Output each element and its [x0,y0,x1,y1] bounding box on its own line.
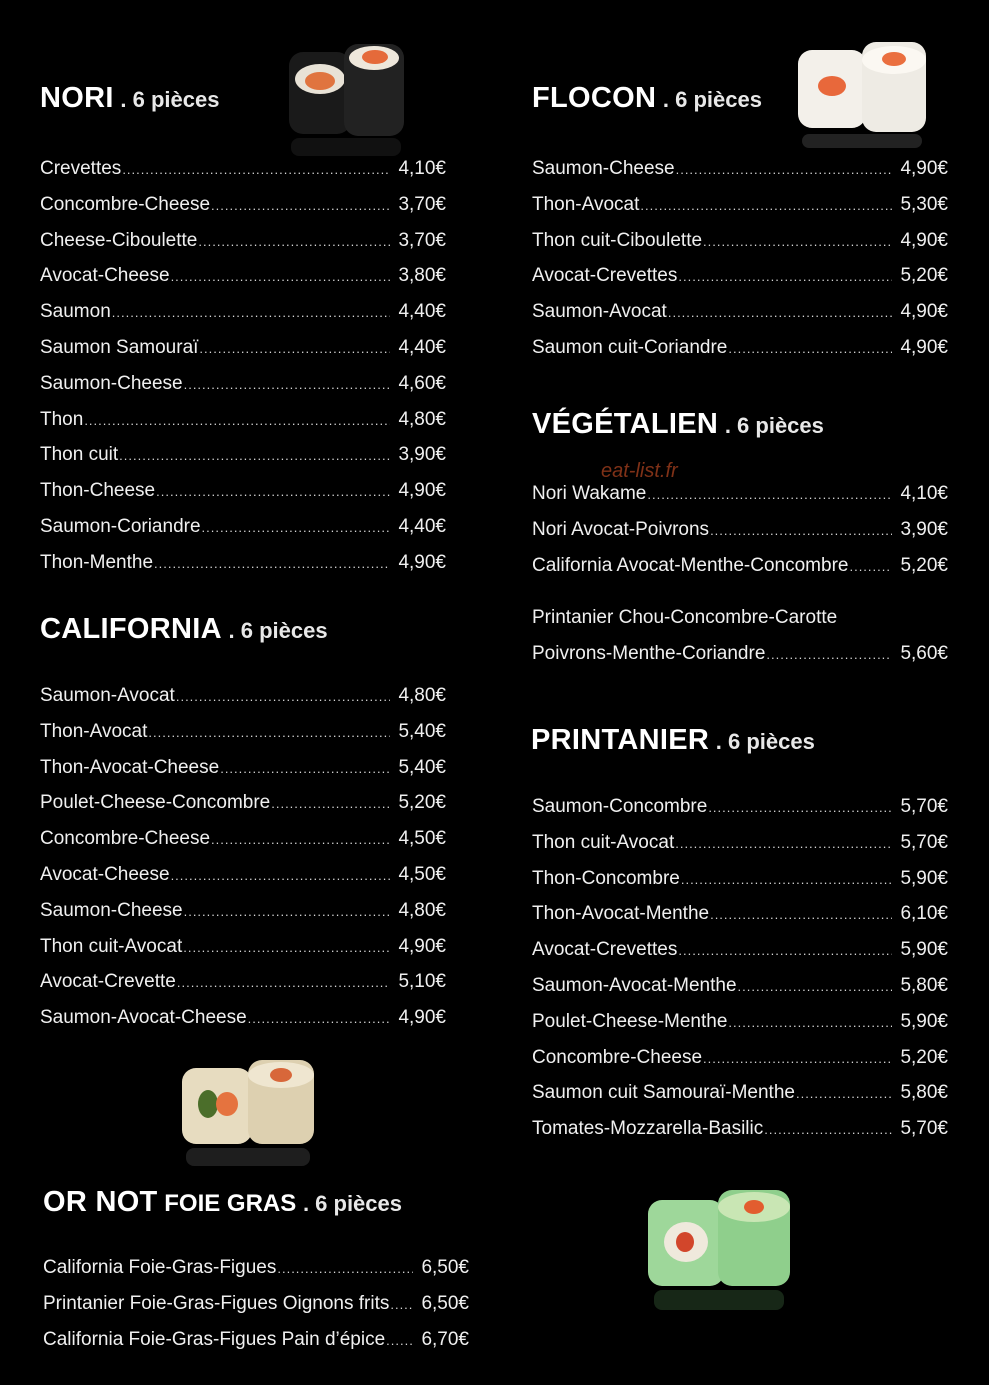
section-california [40,615,446,1036]
dot-leader [184,367,390,403]
dot-leader [675,826,892,862]
item-name: Saumon Samouraï [40,336,199,358]
section-name: NORI [40,82,114,114]
item-price: 6,50€ [421,1292,469,1314]
menu-item [532,151,948,187]
menu-item [40,785,446,821]
item-name-line2-row [532,636,948,672]
item-price: 4,90€ [900,301,948,323]
item-price: 3,90€ [398,444,446,466]
section-pieces: . 6 pièces [715,729,815,754]
item-name: Avocat-Crevette [40,971,176,993]
item-name: California Foie-Gras-Figues Pain d’épice [43,1328,386,1350]
dot-leader [154,546,390,582]
menu-list [40,151,446,581]
item-price: 5,90€ [900,939,948,961]
menu-item [40,821,446,857]
nori-roll-image [286,42,416,160]
menu-item [40,294,446,330]
item-name: Thon-Menthe [40,551,154,573]
item-price: 4,40€ [398,336,446,358]
menu-list [40,678,446,1036]
roll [289,52,351,134]
menu-item [532,258,948,294]
section-name: VÉGÉTALIEN [532,408,719,440]
section-title [43,1188,469,1217]
printanier-roll-image [646,1188,796,1316]
item-price: 5,20€ [900,265,948,287]
item-price: 6,70€ [421,1328,469,1350]
roll-filling-salmon [216,1092,238,1116]
dot-leader [171,858,390,894]
item-name: Saumon cuit-Coriandre [532,336,728,358]
item-name: Saumon cuit Samouraï-Menthe [532,1082,795,1104]
menu-item [532,223,948,259]
item-name: Poulet-Cheese-Concombre [40,792,271,814]
item-name: Saumon-Concombre [532,796,708,817]
roll [798,50,866,128]
dot-leader [738,969,892,1005]
item-price: 4,50€ [398,863,446,885]
item-price: 6,50€ [421,1257,469,1278]
item-name: Thon-Concombre [532,867,680,889]
item-price: 5,70€ [900,1118,948,1140]
menu-item [532,476,948,512]
item-name: Thon cuit-Ciboulette [532,229,703,251]
dot-leader [183,930,390,966]
item-price: 4,90€ [900,158,948,179]
section-pieces: . 6 pièces [228,618,328,643]
item-price: 5,40€ [398,720,446,742]
dot-leader [703,1041,892,1077]
menu-item [532,861,948,897]
item-name: Avocat-Crevettes [532,265,678,287]
dot-leader [668,295,892,331]
item-name: Avocat-Cheese [40,863,170,885]
roll-filling [270,1068,292,1082]
menu-item [43,1322,469,1358]
item-name: Saumon-Cheese [40,372,183,394]
item-name: Crevettes [40,158,122,179]
dot-leader [199,331,390,367]
menu-item [532,968,948,1004]
menu-item [40,714,446,750]
item-name: Saumon-Coriandre [40,515,201,537]
section-pieces: . 6 pièces [302,1191,403,1216]
dot-leader [220,751,390,787]
roll [648,1200,724,1286]
item-price: 5,80€ [900,1082,948,1104]
dot-leader [277,1251,413,1287]
roll-filling-carrot [744,1200,764,1214]
menu-item [532,512,948,548]
menu-item [40,678,446,714]
menu-item [532,187,948,223]
dot-leader [112,295,390,331]
roll [344,44,404,136]
roll-filling [818,76,846,96]
menu-item [532,789,948,825]
section-printanier [531,726,948,1147]
california-roll-image [180,1060,320,1172]
item-name-line2: Poivrons-Menthe-Coriandre [532,643,766,665]
item-price: 4,10€ [900,483,948,504]
item-name: Thon-Avocat-Cheese [40,756,220,778]
dot-leader [271,786,390,822]
menu-item [40,187,446,223]
dot-leader [678,933,892,969]
item-price: 3,80€ [398,265,446,287]
dot-leader [681,862,892,898]
menu-item-multiline [532,600,948,672]
menu-item [40,330,446,366]
item-price: 4,90€ [398,935,446,957]
menu-item [40,1000,446,1036]
dot-leader [703,224,892,260]
item-name: Avocat-Cheese [40,265,170,287]
item-price: 4,90€ [900,336,948,358]
flocon-roll-image [796,40,930,150]
item-price: 4,80€ [398,685,446,706]
dot-leader [211,188,390,224]
dot-leader [211,822,390,858]
item-price: 4,10€ [398,158,446,179]
item-name: Thon cuit-Avocat [532,831,675,853]
dot-leader [84,403,390,439]
section-subname: FOIE GRAS [164,1190,297,1217]
item-price: 4,60€ [398,372,446,394]
section-ornot-foie-gras [43,1188,469,1357]
section-vegetalien [532,410,948,672]
item-price: 5,20€ [398,792,446,814]
dot-leader [386,1323,413,1359]
item-price: 3,70€ [398,229,446,251]
section-title [531,726,948,755]
item-name-line1: Printanier Chou-Concombre-Carotte [532,607,838,629]
roll-filling [362,50,388,64]
menu-list [532,151,948,366]
roll-reflection [802,134,922,148]
dot-leader [390,1287,413,1323]
item-price: 5,10€ [398,971,446,993]
item-name: Avocat-Crevettes [532,939,678,961]
dot-leader [202,510,390,546]
item-name: Thon-Avocat-Menthe [532,903,710,925]
menu-item [43,1250,469,1286]
menu-item [532,330,948,366]
item-price: 4,50€ [398,828,446,850]
section-title [532,410,948,439]
dot-leader [156,474,390,510]
menu-list [532,789,948,1147]
section-pieces: . 6 pièces [662,87,762,112]
roll-filling [305,72,335,90]
section-name: FLOCON [532,82,657,114]
dot-leader [676,152,892,188]
menu-item [40,964,446,1000]
item-name: Saumon-Avocat [532,301,667,323]
item-price: 5,90€ [900,1010,948,1032]
menu-list [43,1250,469,1357]
item-price: 5,20€ [900,554,948,576]
item-price: 4,40€ [398,301,446,323]
section-pieces: . 6 pièces [724,413,824,438]
dot-leader [119,438,390,474]
menu-item [43,1286,469,1322]
dot-leader [710,897,892,933]
item-name: Saumon-Cheese [40,899,183,921]
menu-item [532,1040,948,1076]
item-name: Concombre-Cheese [40,193,211,215]
item-price: 5,80€ [900,974,948,996]
item-name: Thon cuit [40,444,119,466]
dot-leader [171,259,390,295]
menu-item [532,548,948,584]
item-price: 4,90€ [398,1007,446,1029]
menu-item [532,825,948,861]
dot-leader [796,1076,892,1112]
dot-leader [678,259,892,295]
dot-leader [248,1001,390,1037]
item-name: Saumon-Avocat-Cheese [40,1007,247,1029]
menu-list [532,476,948,583]
item-name: Thon cuit-Avocat [40,935,183,957]
item-price: 3,70€ [398,193,446,215]
item-price: 4,90€ [900,229,948,251]
menu-item [40,402,446,438]
item-price: 5,70€ [900,831,948,853]
roll-reflection [291,138,401,156]
section-name: OR NOT [43,1186,158,1218]
section-title [40,615,446,644]
item-name: Thon-Cheese [40,480,156,502]
dot-leader [198,224,390,260]
dot-leader [176,679,390,715]
item-price: 5,40€ [398,756,446,778]
dot-leader [728,1005,892,1041]
item-price: 5,90€ [900,867,948,889]
dot-leader [708,790,892,826]
item-name: Poulet-Cheese-Menthe [532,1010,728,1032]
item-name: Saumon-Cheese [532,158,675,179]
item-name: California Foie-Gras-Figues [43,1257,277,1278]
dot-leader [728,331,892,367]
roll [862,42,926,132]
roll-filling-avocado [198,1090,218,1118]
item-name: Saumon-Avocat [40,685,175,706]
item-price: 4,90€ [398,551,446,573]
item-price: 5,30€ [900,193,948,215]
roll [718,1190,790,1286]
item-name: California Avocat-Menthe-Concombre [532,554,849,576]
menu-item [40,545,446,581]
menu-item [40,223,446,259]
item-price: 4,90€ [398,480,446,502]
menu-item [40,366,446,402]
item-name: Concombre-Cheese [532,1046,703,1068]
item-price: 5,60€ [900,643,948,665]
roll [182,1068,252,1144]
item-name: Thon-Avocat [40,720,148,742]
roll-reflection [654,1290,784,1310]
menu-item [532,1004,948,1040]
item-name: Thon [40,408,84,430]
item-price: 6,10€ [900,903,948,925]
item-price: 5,70€ [900,796,948,817]
menu-item [40,750,446,786]
dot-leader [849,549,892,585]
item-name: Saumon [40,301,111,323]
menu-item [40,509,446,545]
item-name: Cheese-Ciboulette [40,229,198,251]
menu-item [532,1111,948,1147]
item-name: Nori Wakame [532,483,647,504]
dot-leader [148,715,390,751]
dot-leader [764,1112,892,1148]
menu-item [40,857,446,893]
section-name: CALIFORNIA [40,613,222,645]
menu-item [40,437,446,473]
item-price: 5,20€ [900,1046,948,1068]
menu-item [40,893,446,929]
section-name: PRINTANIER [531,724,710,756]
menu-item [532,1075,948,1111]
watermark: eat-list.fr [601,460,678,482]
item-price: 4,80€ [398,408,446,430]
item-name: Nori Avocat-Poivrons [532,518,710,540]
item-name: Printanier Foie-Gras-Figues Oignons frits [43,1292,390,1314]
dot-leader [647,477,892,513]
item-name: Saumon-Avocat-Menthe [532,974,737,996]
item-price: 3,90€ [900,518,948,540]
menu-item [532,932,948,968]
roll-filling [882,52,906,66]
dot-leader [710,513,892,549]
dot-leader [640,188,892,224]
item-name: Tomates-Mozzarella-Basilic [532,1118,764,1140]
dot-leader [184,894,390,930]
item-name: Thon-Avocat [532,193,640,215]
roll-filling-carrot [676,1232,694,1252]
item-name: Concombre-Cheese [40,828,211,850]
dot-leader [177,965,390,1001]
menu-item [40,258,446,294]
menu-item [40,929,446,965]
item-price: 4,40€ [398,515,446,537]
roll-reflection [186,1148,310,1166]
roll [248,1060,314,1144]
item-price: 4,80€ [398,899,446,921]
dot-leader [766,637,892,673]
section-pieces: . 6 pièces [120,87,220,112]
menu-item [532,896,948,932]
menu-item [532,294,948,330]
menu-item [40,473,446,509]
